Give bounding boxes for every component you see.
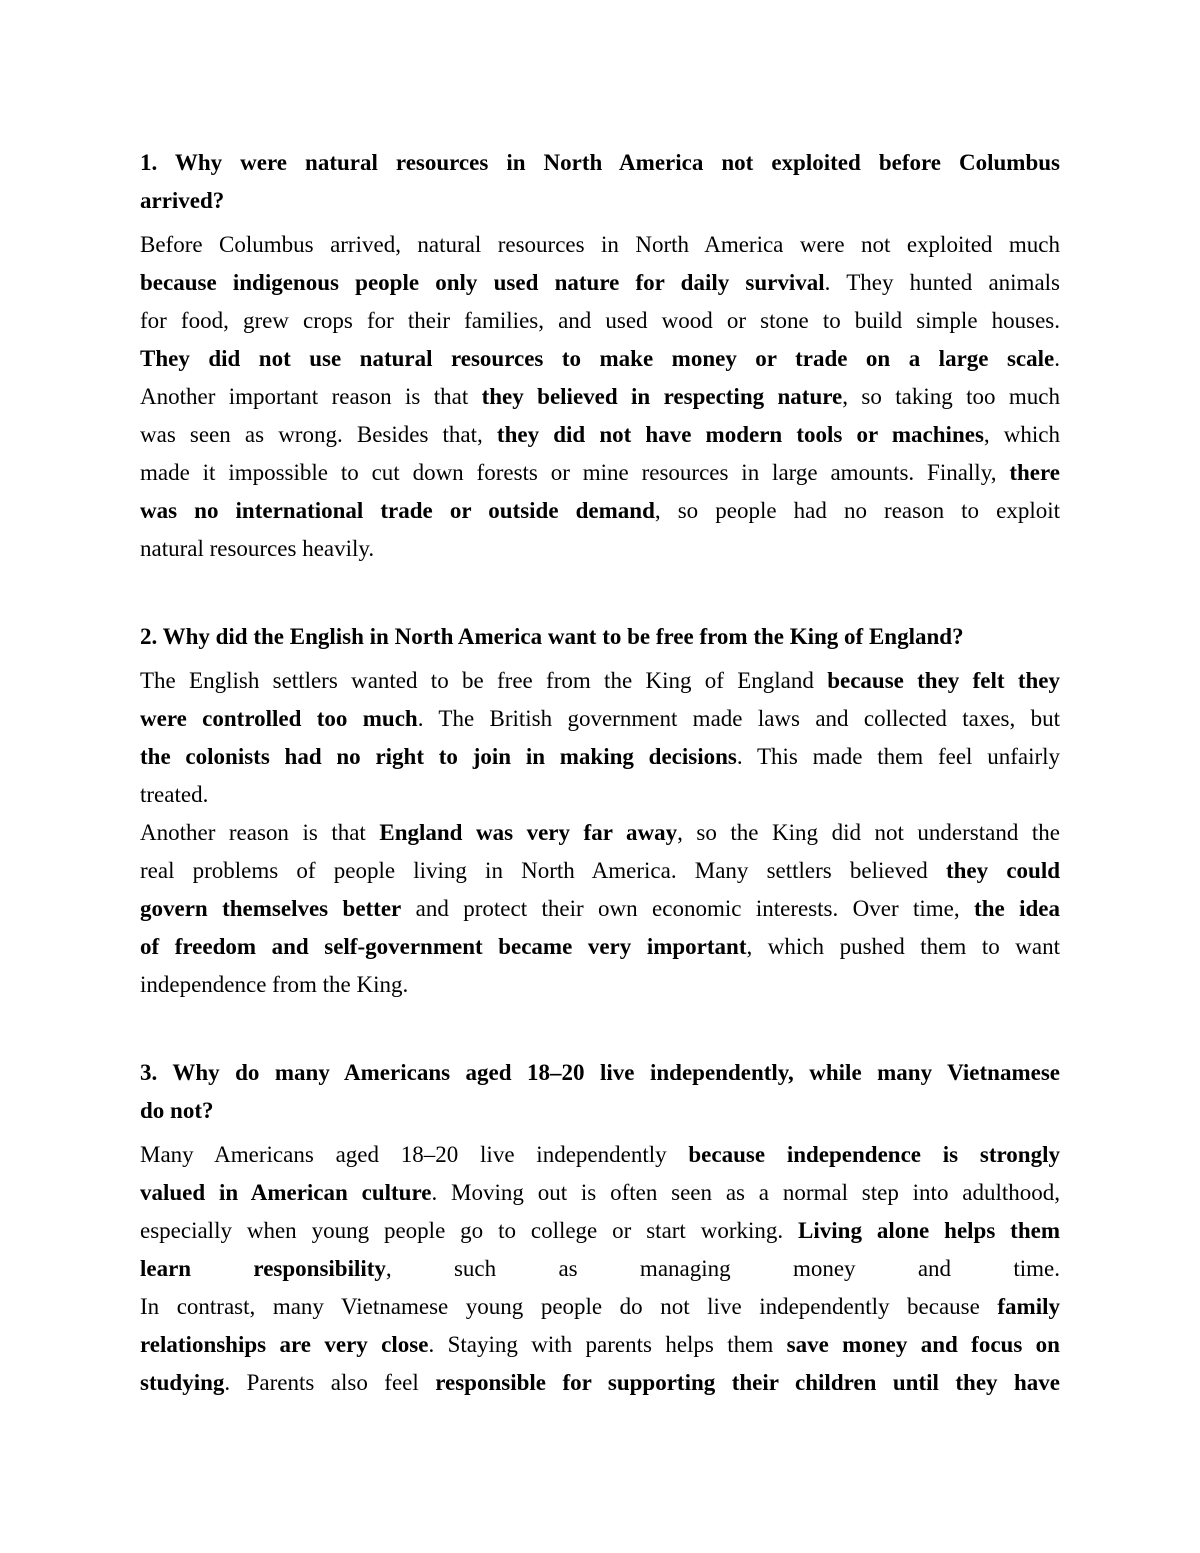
bold-text-run: They did not use natural resources to make money or trade on a large scale bbox=[140, 346, 1055, 371]
answer-line bbox=[140, 496, 1060, 526]
answer-line bbox=[140, 666, 1060, 696]
question-1-line-2: arrived? bbox=[140, 188, 225, 213]
answer-line bbox=[140, 458, 1060, 488]
text-run: , so the King did not understand the bbox=[677, 820, 1060, 845]
bold-text-run: because independence is strongly bbox=[688, 1142, 1060, 1167]
bold-text-run: studying bbox=[140, 1370, 225, 1395]
answer-line bbox=[140, 704, 1060, 734]
answer-line bbox=[140, 420, 1060, 450]
text-run: , which pushed them to want bbox=[746, 934, 1060, 959]
question-3-line-2: do not? bbox=[140, 1098, 214, 1123]
text-run: . Moving out is often seen as a normal step into adulthood, bbox=[431, 1180, 1060, 1205]
text-run: , so people had no reason to exploit bbox=[654, 498, 1061, 523]
bold-text-run: Living alone helps them bbox=[798, 1218, 1060, 1243]
answer-line bbox=[140, 970, 1060, 1000]
answer-line bbox=[140, 382, 1060, 412]
text-run: , which bbox=[983, 422, 1060, 447]
answer-line bbox=[140, 894, 1060, 924]
question-1-line-1: 1. Why were natural resources in North America not exploited before Columbus bbox=[140, 150, 1060, 175]
text-run: independence from the King. bbox=[140, 972, 409, 997]
bold-text-run: family bbox=[997, 1294, 1060, 1319]
bold-text-run: they believed in respecting nature bbox=[481, 384, 843, 409]
text-run: made it impossible to cut down forests or mine resources in large amounts. Finally, bbox=[140, 460, 1010, 485]
bold-text-run: valued in American culture bbox=[140, 1180, 432, 1205]
text-run: . Staying with parents helps them bbox=[428, 1332, 787, 1357]
bold-text-run: there bbox=[1009, 460, 1060, 485]
text-run: natural resources heavily. bbox=[140, 536, 375, 561]
text-run: In contrast, many Vietnamese young people do not live independently because bbox=[140, 1294, 998, 1319]
bold-text-run: of freedom and self-government became very important bbox=[140, 934, 747, 959]
answer-line bbox=[140, 1140, 1060, 1170]
text-run: . This made them feel unfairly bbox=[736, 744, 1061, 769]
answer-line bbox=[140, 742, 1060, 772]
answer-line bbox=[140, 1292, 1060, 1322]
bold-text-run: because they felt they bbox=[827, 668, 1060, 693]
answer-line bbox=[140, 932, 1060, 962]
text-run: Before Columbus arrived, natural resources in North America were not exploited much bbox=[140, 232, 1060, 257]
text-run: for food, grew crops for their families, and used wood or stone to build simple houses. bbox=[140, 308, 1060, 333]
text-run: , such as managing money and time. bbox=[385, 1256, 1060, 1281]
text-run: . Parents also feel bbox=[224, 1370, 436, 1395]
answer-line bbox=[140, 344, 1060, 374]
question-3 bbox=[140, 1058, 1060, 1088]
text-run: was seen as wrong. Besides that, bbox=[140, 422, 497, 447]
answer-line bbox=[140, 534, 1060, 564]
bold-text-run: responsible for supporting their children until they have bbox=[435, 1370, 1060, 1395]
answer-line bbox=[140, 818, 1060, 848]
question-2-line-1: 2. Why did the English in North America want to be free from the King of England? bbox=[140, 624, 964, 649]
bold-text-run: govern themselves better bbox=[140, 896, 402, 921]
bold-text-run: they could bbox=[945, 858, 1060, 883]
question-1 bbox=[140, 148, 1060, 178]
text-run: . They hunted animals bbox=[824, 270, 1060, 295]
answer-line bbox=[140, 230, 1060, 260]
text-run: Another important reason is that bbox=[140, 384, 482, 409]
answer-line bbox=[140, 268, 1060, 298]
text-run: Another reason is that bbox=[140, 820, 380, 845]
answer-line bbox=[140, 1330, 1060, 1360]
bold-text-run: learn responsibility bbox=[140, 1256, 386, 1281]
bold-text-run: save money and focus on bbox=[786, 1332, 1060, 1357]
question-3-cont bbox=[140, 1096, 1060, 1126]
bold-text-run: the idea bbox=[974, 896, 1060, 921]
answer-line bbox=[140, 1368, 1060, 1398]
answer-line bbox=[140, 1178, 1060, 1208]
text-run: Many Americans aged 18–20 live independently bbox=[140, 1142, 689, 1167]
question-3-line-1: 3. Why do many Americans aged 18–20 live independently, while many Vietnamese bbox=[140, 1060, 1060, 1085]
text-run: , so taking too much bbox=[842, 384, 1060, 409]
text-run: . bbox=[1054, 346, 1060, 371]
text-run: especially when young people go to college or start working. bbox=[140, 1218, 799, 1243]
bold-text-run: because indigenous people only used nature for daily survival bbox=[140, 270, 825, 295]
answer-line bbox=[140, 780, 1060, 810]
text-run: treated. bbox=[140, 782, 209, 807]
bold-text-run: the colonists had no right to join in making decisions bbox=[140, 744, 737, 769]
bold-text-run: were controlled too much bbox=[140, 706, 418, 731]
answer-line bbox=[140, 1216, 1060, 1246]
bold-text-run: relationships are very close bbox=[140, 1332, 429, 1357]
text-run: The English settlers wanted to be free from the King of England bbox=[140, 668, 828, 693]
text-run: and protect their own economic interests. Over time, bbox=[401, 896, 975, 921]
answer-line bbox=[140, 856, 1060, 886]
bold-text-run: they did not have modern tools or machines bbox=[496, 422, 984, 447]
text-run: . The British government made laws and collected taxes, but bbox=[417, 706, 1060, 731]
text-run: real problems of people living in North America. Many settlers believed bbox=[140, 858, 946, 883]
bold-text-run: England was very far away bbox=[379, 820, 678, 845]
answer-line bbox=[140, 306, 1060, 336]
question-1-cont bbox=[140, 186, 1060, 216]
question-2 bbox=[140, 622, 1060, 652]
bold-text-run: was no international trade or outside demand bbox=[140, 498, 655, 523]
answer-line bbox=[140, 1254, 1060, 1284]
